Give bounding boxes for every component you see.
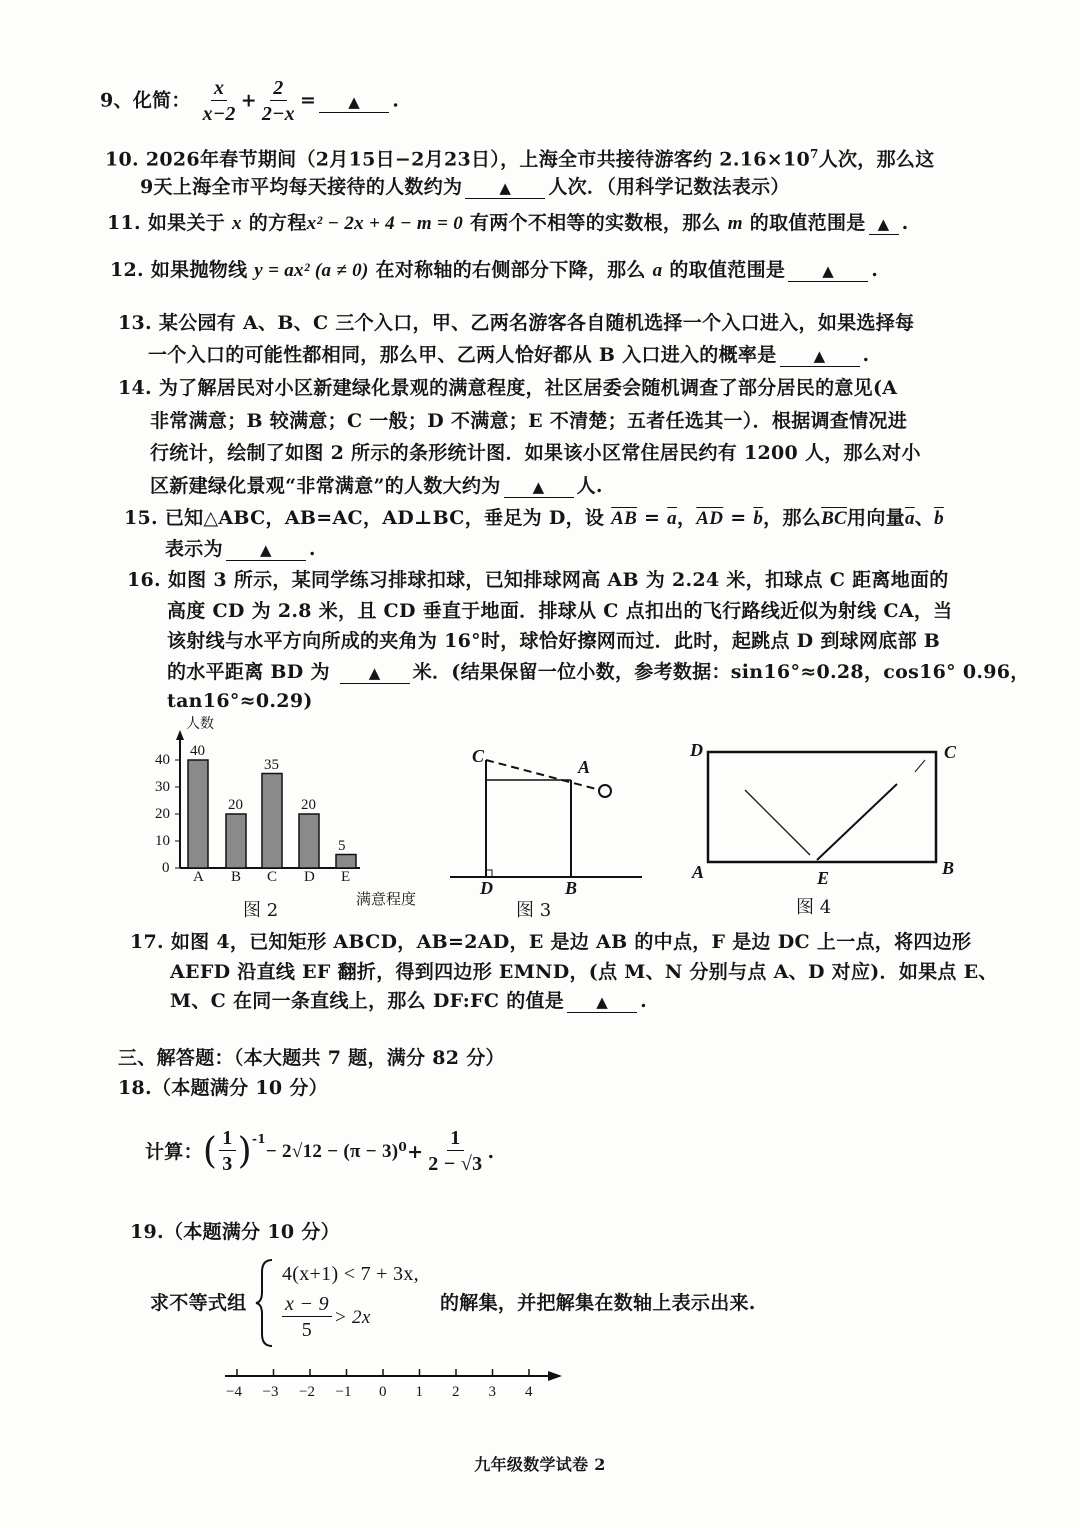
var: a (652, 260, 663, 281)
denominator: 2−x (261, 103, 295, 125)
number-line-label: −2 (299, 1384, 315, 1400)
point-b-label: B (565, 878, 578, 898)
text: 人次，那么这 (818, 148, 935, 171)
question-16-line-2: 高度 CD 为 2.8 米，且 CD 垂直于地面．排球从 C 点扣出的飞行路线近似为射线 CA，当 (167, 600, 953, 622)
period: . (640, 990, 648, 1012)
figure-2-caption: 图 2 (243, 900, 279, 921)
text: 米．(结果保留一位小数，参考数据：sin16°≈0.28，cos16° 0.96， (412, 661, 1030, 683)
equals: = (299, 89, 317, 112)
bar-value-label: 5 (338, 837, 346, 854)
y-tick-label: 10 (155, 833, 170, 849)
vector: $\overline{BC}$ (821, 508, 848, 529)
text: 表示为 (165, 538, 223, 560)
answer-blank[interactable]: ▲ (788, 261, 868, 282)
number-line-label: 1 (415, 1384, 423, 1400)
equals: = (637, 507, 668, 529)
y-tick-label: 0 (162, 860, 170, 876)
answer-blank[interactable]: ▲ (319, 92, 389, 113)
equals: = (723, 507, 754, 529)
number-line-label: −3 (262, 1384, 279, 1400)
period: . (487, 1140, 495, 1163)
text: 12. 如果抛物线 (110, 259, 248, 281)
x-tick-label: E (341, 869, 351, 885)
denominator: x−2 (202, 103, 236, 125)
numerator: x − 9 (282, 1292, 332, 1317)
x-tick-label: C (267, 869, 278, 885)
plus: + (240, 89, 257, 112)
number-line-label: −1 (335, 1384, 352, 1400)
answer-blank[interactable]: ▲ (869, 214, 899, 235)
text: 10. 2026年春节期间（2月15日−2月23日），上海全市共接待游客约 2.16×10 (105, 148, 811, 171)
page-footer: 九年级数学试卷 2 (474, 1455, 606, 1474)
rect-a-label: A (692, 862, 705, 882)
expression-part: − 2√12 − (π − 3) (265, 1140, 399, 1162)
question-17-line-1: 17. 如图 4，已知矩形 ABCD，AB=2AD，E 是边 AB 的中点，F 是边 DC 上一点，将四边形 (130, 931, 972, 953)
point-c-label: C (472, 746, 485, 766)
separator: 、 (914, 507, 935, 529)
x-tick-label: A (193, 869, 204, 885)
bar-value-label: 20 (301, 797, 316, 813)
number-line-label: 3 (488, 1384, 496, 1400)
answer-blank[interactable]: ▲ (504, 477, 574, 498)
text: M、C 在同一条直线上，那么 DF:FC 的值是 (170, 990, 565, 1012)
question-18-heading: 18.（本题满分 10 分） (118, 1077, 328, 1099)
rect-d-label: D (690, 740, 703, 760)
question-16-line-5: tan16°≈0.29) (167, 690, 313, 712)
text: 人次．（用科学记数法表示） (548, 176, 790, 198)
q19-tail: 的解集，并把解集在数轴上表示出来. (440, 1292, 756, 1314)
bar-value-label: 35 (264, 756, 279, 773)
point-a-label: A (578, 757, 591, 777)
vector: $\overline{AD}$ (696, 508, 724, 529)
vector: $\overline{a}$ (667, 508, 677, 529)
question-19-heading: 19.（本题满分 10 分） (130, 1221, 340, 1243)
answer-blank[interactable]: ▲ (340, 663, 410, 684)
text: 在对称轴的右侧部分下降，那么 (375, 259, 646, 281)
text: 15. 已知△ABC，AB=AC，AD⊥BC，垂足为 D，设 (124, 507, 605, 529)
answer-blank[interactable]: ▲ (567, 992, 637, 1013)
var: x (232, 213, 242, 234)
q19-label: 求不等式组 (150, 1292, 247, 1314)
figure-4-caption: 图 4 (796, 897, 832, 918)
q9-label: 化简： (132, 89, 191, 112)
question-16-line-1: 16. 如图 3 所示，某同学练习排球扣球，已知排球网高 AB 为 2.24 米，扣球点 C 距离地面的 (127, 569, 949, 591)
y-tick-label: 30 (155, 779, 170, 795)
text: 区新建绿化景观“非常满意”的人数大约为 (150, 475, 501, 497)
text: 人. (576, 475, 603, 497)
rect-c-label: C (944, 742, 957, 762)
rect-e-label: E (817, 868, 830, 888)
number-line-arrow (548, 1371, 562, 1381)
period: . (392, 89, 400, 112)
y-tick-label: 20 (155, 806, 170, 822)
comma: ， (676, 507, 697, 529)
inequality-1: 4(x+1) < 7 + 3x, (282, 1263, 419, 1285)
question-17-line-2: AEFD 沿直线 EF 翻折，得到四边形 EMND，(点 M、N 分别与点 A、D 对应)．如果点 E、 (170, 961, 998, 983)
numerator: x (211, 76, 227, 101)
text: 的方程 (248, 212, 307, 234)
vector: $\overline{b}$ (934, 508, 944, 529)
numerator: 1 (447, 1126, 463, 1151)
section-3-heading: 三、解答题：（本大题共 7 题，满分 82 分） (118, 1047, 505, 1069)
period: . (308, 538, 316, 560)
question-13-line-1: 13. 某公园有 A、B、C 三个入口，甲、乙两名游客各自随机选择一个入口进入，如果选择每 (118, 312, 915, 334)
question-16-line-3: 该射线与水平方向所成的夹角为 16°时，球恰好擦网而过．此时，起跳点 D 到球网底部 B (167, 630, 941, 652)
equation: y = ax² (a ≠ 0) (254, 260, 369, 281)
answer-blank[interactable]: ▲ (226, 540, 306, 561)
numerator: 2 (270, 76, 286, 101)
inequality-rhs: > 2x (333, 1306, 371, 1328)
number-line-label: 2 (452, 1384, 460, 1400)
text: 计算： (145, 1140, 203, 1163)
answer-blank[interactable]: ▲ (465, 178, 545, 199)
rect-b-label: B (942, 858, 955, 878)
text: 一个入口的可能性都相同，那么甲、乙两人恰好都从 B 入口进入的概率是 (148, 344, 777, 366)
var: m (727, 213, 743, 234)
question-14-line-1: 14. 为了解居民对小区新建绿化景观的满意程度，社区居委会随机调查了部分居民的意见(A (118, 377, 898, 399)
text: 的取值范围是 (749, 212, 866, 234)
vector: $\overline{AB}$ (611, 508, 638, 529)
bar-value-label: 40 (190, 743, 205, 759)
question-14-line-2: 非常满意；B 较满意；C 一般；D 不满意；E 不清楚；五者任选其一）．根据调查情况进 (150, 410, 908, 432)
period: . (862, 344, 870, 366)
text: 的水平距离 BD 为 (167, 661, 330, 683)
figure-3-caption: 图 3 (516, 900, 552, 921)
text: 用向量 (847, 507, 905, 529)
text: 9天上海全市平均每天接待的人数约为 (140, 176, 463, 198)
vector: $\overline{a}$ (904, 508, 915, 529)
equation: x² − 2x + 4 − m = 0 (306, 213, 463, 234)
question-14-line-3: 行统计，绘制了如图 2 所示的条形统计图．如果该小区常住居民约有 1200 人，那么对小 (150, 442, 921, 464)
bar-value-label: 20 (228, 797, 243, 813)
number-line-label: 4 (525, 1384, 533, 1400)
denominator: 5 (301, 1319, 313, 1341)
chart-ylabel: 人数 (186, 716, 214, 732)
denominator: 2 − √3 (428, 1153, 483, 1175)
paren-close: ) (237, 1130, 252, 1172)
number-line-label: −4 (226, 1384, 242, 1400)
exponent: 0 (398, 1140, 408, 1154)
text: 有两个不相等的实数根，那么 (469, 212, 721, 234)
number-line-label: 0 (379, 1384, 387, 1400)
x-tick-label: D (304, 869, 315, 885)
text: 11. 如果关于 (107, 212, 226, 234)
plus: + (407, 1140, 424, 1163)
answer-blank[interactable]: ▲ (780, 346, 860, 367)
numerator: 1 (219, 1126, 235, 1151)
denominator: 3 (222, 1153, 233, 1175)
vector: $\overline{b}$ (753, 508, 764, 529)
period: . (871, 259, 879, 281)
y-tick-label: 40 (155, 752, 170, 768)
paren-open: ( (202, 1130, 218, 1172)
period: . (901, 212, 909, 234)
x-tick-label: B (231, 869, 242, 885)
text: ，那么 (763, 507, 822, 529)
chart-xlabel: 满意程度 (356, 890, 417, 908)
exponent: 7 (810, 147, 819, 161)
text: 的取值范围是 (669, 259, 786, 281)
q9-number: 9、 (100, 89, 133, 112)
exponent: -1 (251, 1132, 266, 1146)
point-d-label: D (480, 878, 493, 898)
